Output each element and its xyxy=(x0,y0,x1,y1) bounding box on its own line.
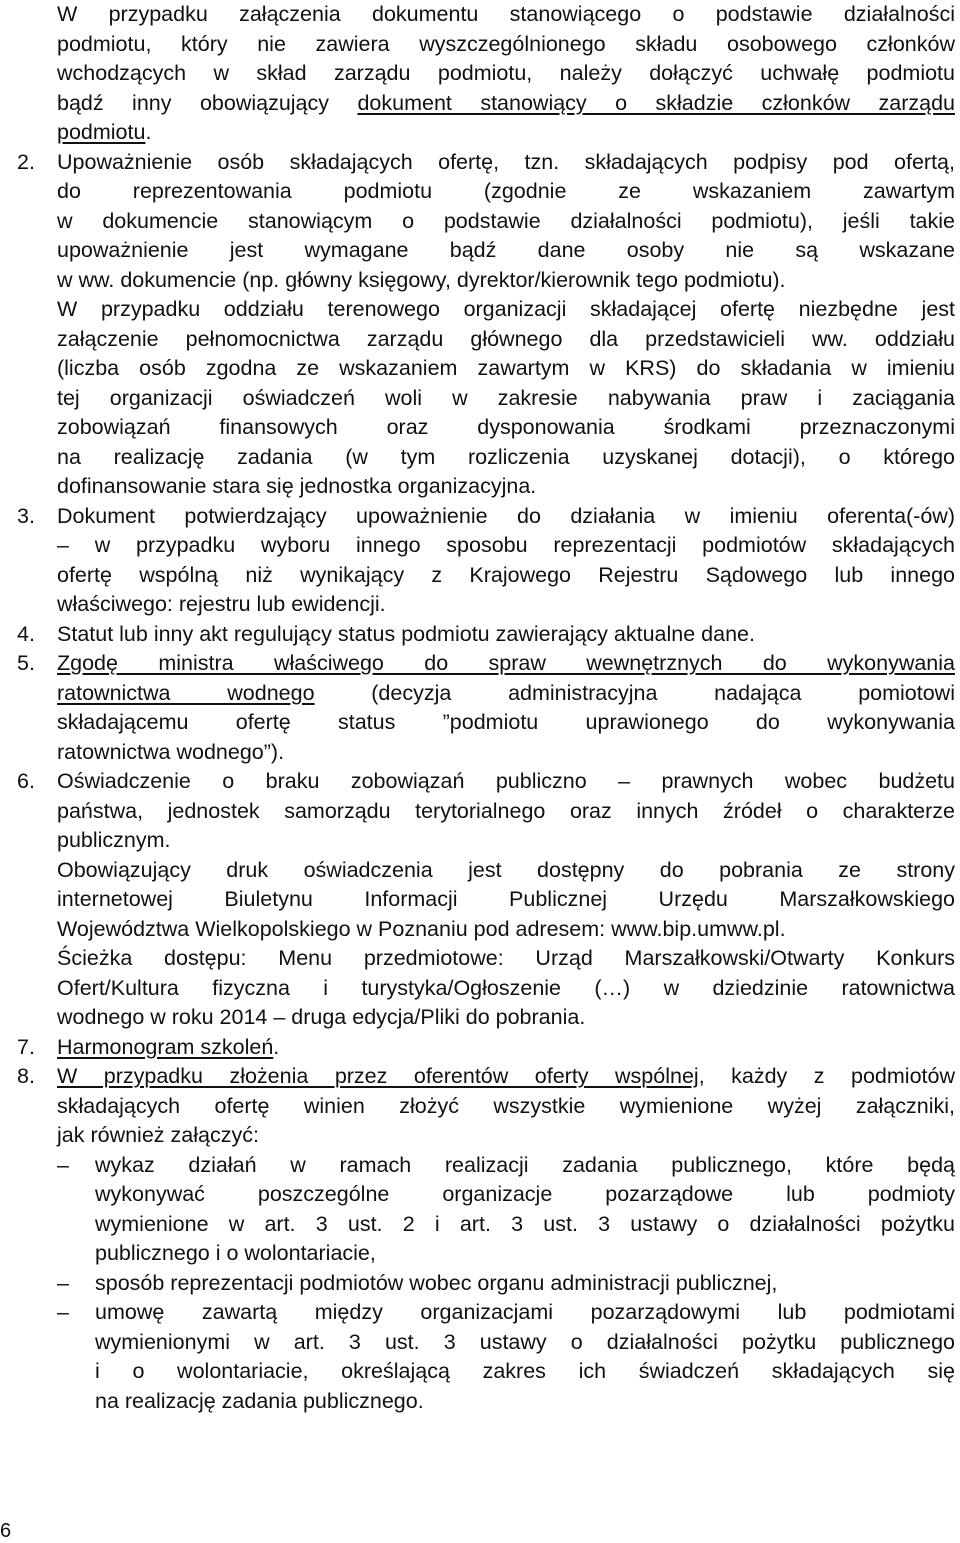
text-line xyxy=(57,1151,955,1181)
line-text: (decyzja administracyjna nadająca pomiotowi xyxy=(314,680,955,705)
list-number: 7. xyxy=(17,1034,35,1059)
text-line xyxy=(57,59,955,89)
underlined-text: podmiotu xyxy=(57,120,146,144)
underlined-text: dokument stanowiący o składzie członków zarządu xyxy=(357,90,955,115)
text-line xyxy=(57,1387,955,1417)
text-line xyxy=(57,826,955,856)
text-line xyxy=(57,266,955,296)
text-line xyxy=(57,1269,955,1299)
text-line xyxy=(17,620,955,650)
line-text: dofinansowanie stara się jednostka organizacyjna. xyxy=(57,474,537,498)
bullet-dash: – xyxy=(57,1270,69,1295)
line-text: składających ofertę winien złożyć wszystkie wymienione wyżej załączniki, xyxy=(57,1093,955,1118)
line-text: publicznego i o wolontariacie, xyxy=(95,1241,376,1265)
text-line xyxy=(57,177,955,207)
line-text: – w przypadku wyboru innego sposobu reprezentacji podmiotów składających xyxy=(57,533,955,557)
text-line xyxy=(17,1062,955,1092)
list-number: 6. xyxy=(17,769,35,793)
text-line xyxy=(57,1210,955,1240)
line-text: ratownictwa wodnego”). xyxy=(57,739,285,764)
text-line xyxy=(57,679,955,709)
line-text: ofertę wspólną niż wynikający z Krajowego Rejestru Sądowego lub innego xyxy=(57,562,955,587)
line-text: w dokumencie stanowiącym o podstawie działalności podmiotu), jeśli takie xyxy=(57,208,955,233)
line-text: internetowej Biuletynu Informacji Publicznej Urzędu Marszałkowskiego xyxy=(57,887,955,911)
line-text: . xyxy=(145,120,152,144)
line-text: Ofert/Kultura fizyczna i turystyka/Ogłoszenie (…) w dziedzinie ratownictwa xyxy=(57,975,955,1000)
line-text: na realizację zadania publicznego. xyxy=(95,1388,424,1413)
line-text: zobowiązań finansowych oraz dysponowania środkami przeznaczonymi xyxy=(57,415,955,439)
bullet-dash: – xyxy=(57,1300,69,1324)
text-line xyxy=(57,1298,955,1328)
line-text: wykaz działań w ramach realizacji zadania publicznego, które będą xyxy=(95,1152,955,1177)
line-text: , każdy z podmiotów xyxy=(698,1064,955,1088)
line-text: Ścieżka dostępu: Menu przedmiotowe: Urząd Marszałkowski/Otwarty Konkurs xyxy=(57,946,955,970)
text-line xyxy=(57,856,955,886)
line-text: (liczba osób zgodna ze wskazaniem zawartym w KRS) do składania w imieniu xyxy=(57,356,955,380)
text-line xyxy=(57,885,955,915)
line-text: jak również załączyć: xyxy=(57,1123,259,1147)
text-line xyxy=(57,915,955,945)
text-line xyxy=(57,1357,955,1387)
line-text: właściwego: rejestru lub ewidencji. xyxy=(57,592,386,616)
line-text: Oświadczenie o braku zobowiązań publiczno – prawnych wobec budżetu xyxy=(57,769,955,793)
list-number: 5. xyxy=(17,651,35,675)
line-text: państwa, jednostek samorządu terytorialnego oraz innych źródeł o charakterze xyxy=(57,798,955,823)
underlined-text: Harmonogram szkoleń xyxy=(57,1034,274,1059)
line-text: Obowiązujący druk oświadczenia jest dostępny do pobrania ze strony xyxy=(57,857,955,882)
line-text: na realizację zadania (w tym rozliczenia uzyskanej dotacji), o którego xyxy=(57,444,955,469)
text-line xyxy=(57,354,955,384)
line-text: i o wolontariacie, określającą zakres ich świadczeń składających się xyxy=(95,1359,955,1383)
text-line xyxy=(57,472,955,502)
text-line xyxy=(17,1033,955,1063)
text-line xyxy=(57,30,955,60)
text-line xyxy=(57,1239,955,1269)
text-line xyxy=(57,1003,955,1033)
underlined-text: Zgodę ministra właściwego do spraw wewnętrznych do wykonywania xyxy=(57,651,955,675)
text-line xyxy=(57,325,955,355)
underlined-text: W przypadku złożenia przez oferentów oferty wspólnej xyxy=(57,1064,699,1088)
text-line xyxy=(57,207,955,237)
list-number: 8. xyxy=(17,1064,35,1088)
list-number: 3. xyxy=(17,503,35,528)
bullet-dash: – xyxy=(57,1152,69,1177)
text-line xyxy=(57,531,955,561)
text-line xyxy=(57,118,955,148)
line-text: załączenie pełnomocnictwa zarządu głównego dla przedstawicieli ww. oddziału xyxy=(57,326,955,351)
line-text: składającemu ofertę status ”podmiotu uprawionego do wykonywania xyxy=(57,710,955,734)
text-line xyxy=(57,944,955,974)
text-line xyxy=(57,413,955,443)
list-number: 2. xyxy=(17,149,35,174)
text-line xyxy=(57,384,955,414)
text-line xyxy=(57,1180,955,1210)
text-line xyxy=(57,295,955,325)
underlined-text: ratownictwa wodnego xyxy=(57,680,315,705)
line-text: sposób reprezentacji podmiotów wobec organu administracji publicznej, xyxy=(95,1270,778,1295)
line-text: Statut lub inny akt regulujący status podmiotu zawierający aktualne dane. xyxy=(57,621,755,646)
line-text: wymienione w art. 3 ust. 2 i art. 3 ust. 3 ustawy o działalności pożytku xyxy=(95,1211,955,1236)
text-line xyxy=(57,1328,955,1358)
text-line xyxy=(57,1092,955,1122)
line-text: publicznym. xyxy=(57,828,171,852)
line-text: upoważnienie jest wymagane bądź dane osoby nie są wskazane xyxy=(57,238,955,262)
line-text: wymienionymi w art. 3 ust. 3 ustawy o działalności pożytku publicznego xyxy=(95,1329,955,1354)
line-text: W przypadku oddziału terenowego organizacji składającej ofertę niezbędne jest xyxy=(57,297,955,321)
text-line xyxy=(17,649,955,679)
text-line xyxy=(17,148,955,178)
line-text: bądź inny obowiązujący xyxy=(57,90,358,115)
list-number: 4. xyxy=(17,621,35,646)
line-text: podmiotu, który nie zawiera wyszczególnionego składu osobowego członków xyxy=(57,31,955,56)
text-line xyxy=(57,974,955,1004)
text-line xyxy=(57,236,955,266)
text-line xyxy=(57,708,955,738)
line-text: Dokument potwierdzający upoważnienie do działania w imieniu oferenta(-ów) xyxy=(57,503,955,528)
text-line xyxy=(57,590,955,620)
text-line xyxy=(57,443,955,473)
line-text: Upoważnienie osób składających ofertę, tzn. składających podpisy pod ofertą, xyxy=(57,149,955,174)
line-text: umowę zawartą między organizacjami pozarządowymi lub podmiotami xyxy=(95,1300,955,1324)
line-text: wodnego w roku 2014 – druga edycja/Pliki do pobrania. xyxy=(57,1005,586,1029)
page-number: 6 xyxy=(0,1520,12,1542)
text-line xyxy=(57,89,955,119)
line-text: w ww. dokumencie (np. główny księgowy, dyrektor/kierownik tego podmiotu). xyxy=(57,267,786,292)
text-line xyxy=(57,561,955,591)
line-text: Województwa Wielkopolskiego w Poznaniu pod adresem: www.bip.umww.pl. xyxy=(57,916,786,941)
line-text: W przypadku załączenia dokumentu stanowiącego o podstawie działalności xyxy=(57,2,955,26)
text-line xyxy=(57,0,955,30)
text-line xyxy=(57,1121,955,1151)
text-line xyxy=(57,738,955,768)
line-text: tej organizacji oświadczeń woli w zakresie nabywania praw i zaciągania xyxy=(57,385,955,410)
text-line xyxy=(17,767,955,797)
line-text: wchodzących w skład zarządu podmiotu, należy dołączyć uchwałę podmiotu xyxy=(57,61,955,85)
text-line xyxy=(57,797,955,827)
line-text: do reprezentowania podmiotu (zgodnie ze wskazaniem zawartym xyxy=(57,179,955,203)
line-text: wykonywać poszczególne organizacje pozarządowe lub podmioty xyxy=(95,1182,955,1206)
text-line xyxy=(17,502,955,532)
line-text: . xyxy=(273,1034,280,1059)
